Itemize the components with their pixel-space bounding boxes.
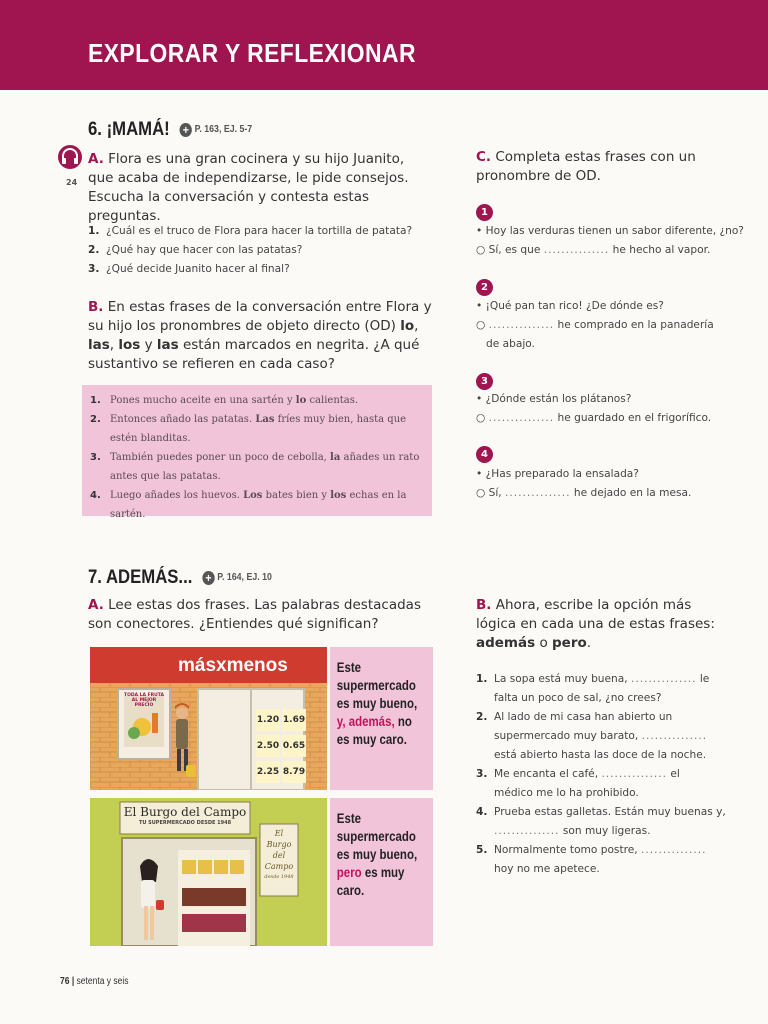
blank-field: ............... [505,487,571,499]
blank-field: ............... [488,319,555,331]
list-item: 1. Pones mucho aceite en una sartén y lo calientas. [90,395,359,406]
price-tag: 1.20 [256,715,280,725]
price-tag: 0.65 [282,741,306,751]
item-number-badge: 4 [476,446,493,463]
list-item: 3. También puedes poner un poco de cebolla, la añades un rato antes que las patatas. [90,452,420,482]
dialogue-3: • ¿Dónde están los plátanos? ○ ............... he guardado en el frigorífico. [476,393,712,424]
dialogue-2: • ¡Qué pan tan rico! ¿De dónde es? ○ ............... he comprado en la panadería de abajo. [476,300,714,350]
blank-field: ............... [488,412,555,424]
connector-example-box-2 [330,798,433,946]
list-item: 1. La sopa está muy buena, ............... le falta un poco de sal, ¿no crees? [476,673,710,704]
dialogue-1: • Hoy las verduras tienen un sabor diferente, ¿no? ○ Sí, es que ............... he hecho al vapor. [476,225,744,256]
plus-icon: + [202,571,214,585]
exercise-6a-questions [88,222,428,279]
item-number-badge: 3 [476,373,493,390]
store-sign-masxmenos: másxmenos [178,655,288,676]
audio-track-number: 24 [66,178,78,187]
list-item: 3. Me encanta el café, ............... el médico me lo ha prohibido. [476,768,680,799]
list-item: 2. Al lado de mi casa han abierto un supermercado muy barato, ............... está abierto hasta las doce de la noche. [476,711,708,761]
connector-sentence-1: Este supermercado es muy bueno, y, además, no es muy caro. [336,660,418,747]
section-7-reference: + P. 164, EJ. 10 [202,571,272,585]
headphones-audio-icon[interactable] [57,143,83,173]
exercise-7b-instructions: B. Ahora, escribe la opción más lógica en cada una de estas frases: además o pero. [476,597,715,651]
store-sign-burgo: El Burgo del Campo [123,805,247,819]
list-item: 2. ¿Qué hay que hacer con las patatas? [88,244,303,256]
exercise-6c-instructions: C. Completa estas frases con un pronombre de OD. [476,149,696,184]
item-number-badge: 1 [476,204,493,221]
connector-example-box-1 [330,647,433,790]
list-item: 5. Normalmente tomo postre, ............... hoy no me apetece. [476,844,707,875]
price-tag: 1.69 [282,715,306,725]
supermarket-masxmenos-illustration [90,647,327,790]
dialogue-4: • ¿Has preparado la ensalada? ○ Sí, ............... he dejado en la mesa. [476,468,692,499]
exercise-6a-instructions: A. Flora es una gran cocinera y su hijo Juanito, que acaba de independizarse, le pide consejos. Escucha la conversación y contesta estas preguntas. [88,151,409,224]
list-item: 4. Prueba estas galletas. Están muy buenas y, ............... son muy ligeras. [476,806,726,837]
price-tag: 8.79 [282,767,306,777]
blank-field: ............... [640,844,707,856]
blank-field: ............... [601,768,667,780]
item-number-badge: 2 [476,279,493,296]
fruit-poster-text: TODA LA FRUTA AL MEJOR PRECIO [124,693,164,708]
supermarket-burgo-illustration [90,798,327,946]
list-item: 3. ¿Qué decide Juanito hacer al final? [88,263,290,275]
section-6-title [88,119,252,141]
page-number-words: setenta y seis [76,976,129,987]
chapter-title: EXPLORAR Y REFLEXIONAR [88,38,416,68]
list-item: 4. Luego añades los huevos. Los bates bien y los echas en la sartén. [90,490,407,520]
store-sign-subtitle: TU SUPERMERCADO DESDE 1948 [138,820,232,826]
page-number: 76 [60,976,70,987]
list-item: 2. Entonces añado las patatas. Las fríes muy bien, hasta que estén blanditas. [90,414,407,444]
plus-icon: + [180,123,192,137]
store-vertical-sign: El Burgo del Campo desde 1948 [264,829,294,880]
section-7-title [88,567,272,589]
list-item: 1. ¿Cuál es el truco de Flora para hacer la tortilla de patata? [88,225,413,237]
exercise-6b-instructions: B. En estas frases de la conversación entre Flora y su hijo los pronombres de objeto directo (OD) lo, las, los y las están marcados en negrita. ¿A qué sustantivo se refieren en cada caso? [88,299,432,372]
price-tag: 2.50 [256,741,280,751]
page-footer: 76 | setenta y seis [60,976,129,987]
exercise-7b-sentences [476,670,746,879]
blank-field: ............... [543,244,610,256]
exercise-6b-sentences-box [82,385,432,520]
exercise-7a-instructions: A. Lee estas dos frases. Las palabras destacadas son conectores. ¿Entiendes qué significan? [88,597,421,632]
section-6-reference: + P. 163, EJ. 5-7 [180,123,253,137]
connector-sentence-2: Este supermercado es muy bueno, pero es muy caro. [336,811,418,898]
section-6-heading: 6. ¡MAMÁ! [88,119,170,140]
blank-field: ............... [494,825,560,837]
price-tag: 2.25 [256,767,280,777]
blank-field: ............... [630,673,697,685]
blank-field: ............... [641,730,708,742]
section-7-heading: 7. ADEMÁS... [88,567,193,588]
